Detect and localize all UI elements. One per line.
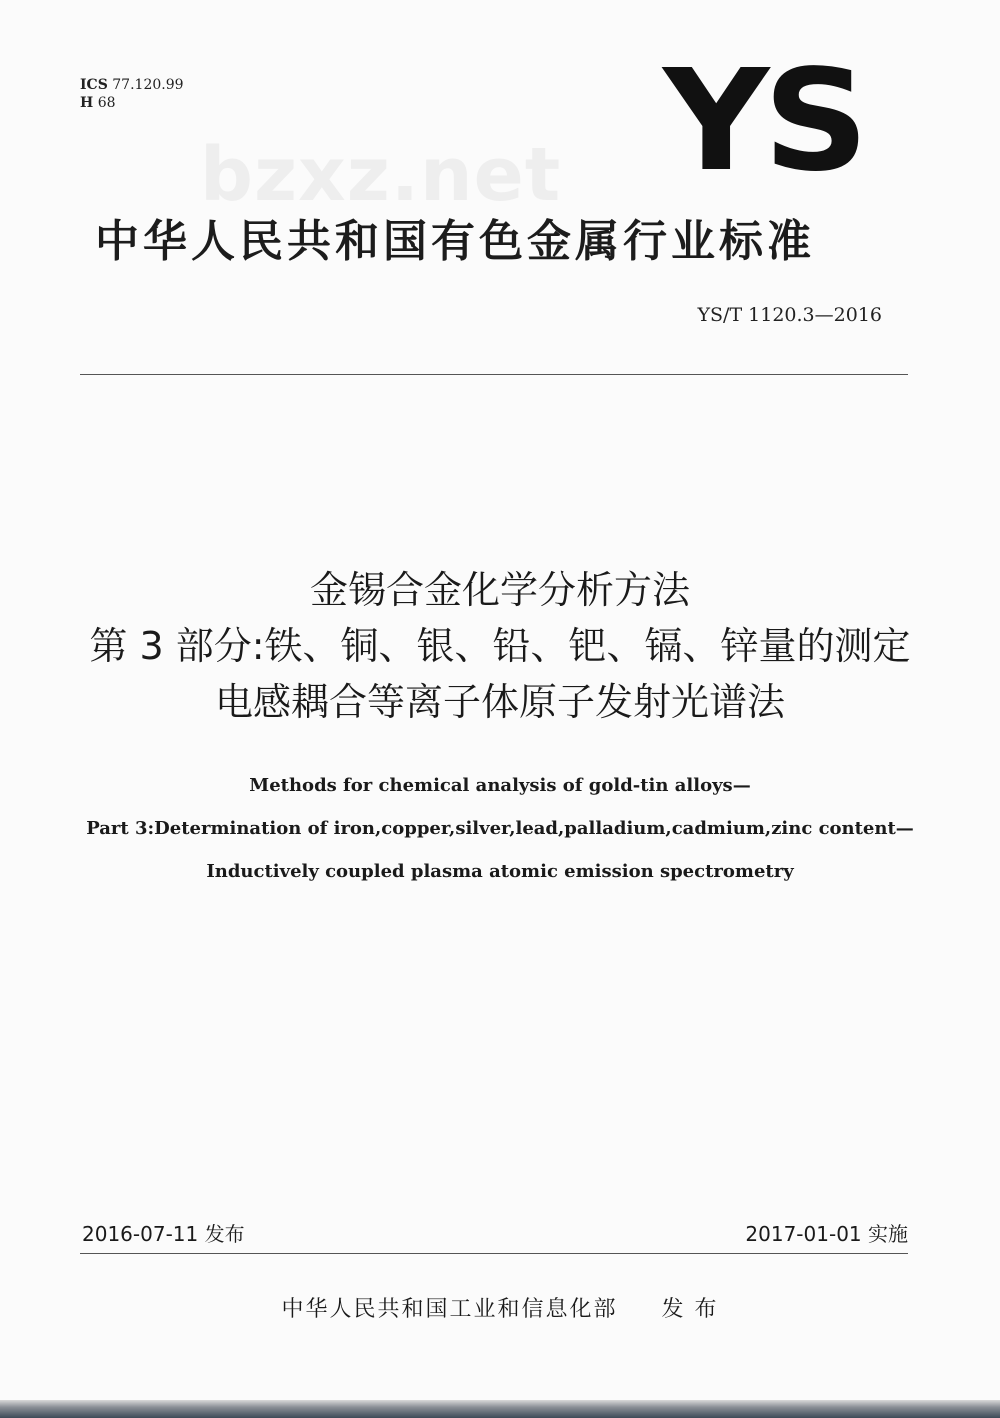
- english-title-line-3: Inductively coupled plasma atomic emission spectrometry: [206, 861, 794, 882]
- h-label: H: [80, 95, 94, 111]
- chinese-title-line-2: 第 3 部分:铁、铜、银、铅、钯、镉、锌量的测定: [89, 624, 911, 668]
- header-divider: [80, 374, 908, 375]
- h-code-line: [80, 94, 184, 112]
- bottom-edge-strip: [0, 1400, 1000, 1418]
- english-title-line-2: Part 3:Determination of iron,copper,silver,lead,palladium,cadmium,zinc content—: [86, 818, 914, 839]
- implementation-date: 2017-01-01 实施: [745, 1222, 908, 1246]
- h-code: 68: [97, 95, 116, 111]
- issue-date: 2016-07-11 发布: [82, 1222, 245, 1246]
- footer-divider: [80, 1253, 908, 1254]
- standard-code: YS/T 1120.3—2016: [697, 304, 882, 326]
- issuer-name: 中华人民共和国工业和信息化部: [281, 1297, 618, 1322]
- standard-title: 中华人民共和国有色金属行业标准: [95, 216, 815, 267]
- ics-code: 77.120.99: [112, 77, 184, 93]
- chinese-title: [0, 562, 1000, 730]
- ys-logo: YS: [663, 40, 863, 203]
- ics-label: ICS: [80, 77, 108, 93]
- english-title: [0, 764, 1000, 893]
- issuer-action: 发 布: [661, 1297, 719, 1322]
- classification-codes: [80, 76, 184, 112]
- watermark: bzxz.net: [200, 132, 562, 218]
- chinese-title-line-1: 金锡合金化学分析方法: [309, 568, 690, 612]
- issuer: [0, 1294, 1000, 1326]
- ics-code-line: [80, 76, 184, 94]
- chinese-title-line-3: 电感耦合等离子体原子发射光谱法: [214, 680, 785, 724]
- english-title-line-1: Methods for chemical analysis of gold-tin alloys—: [249, 775, 751, 796]
